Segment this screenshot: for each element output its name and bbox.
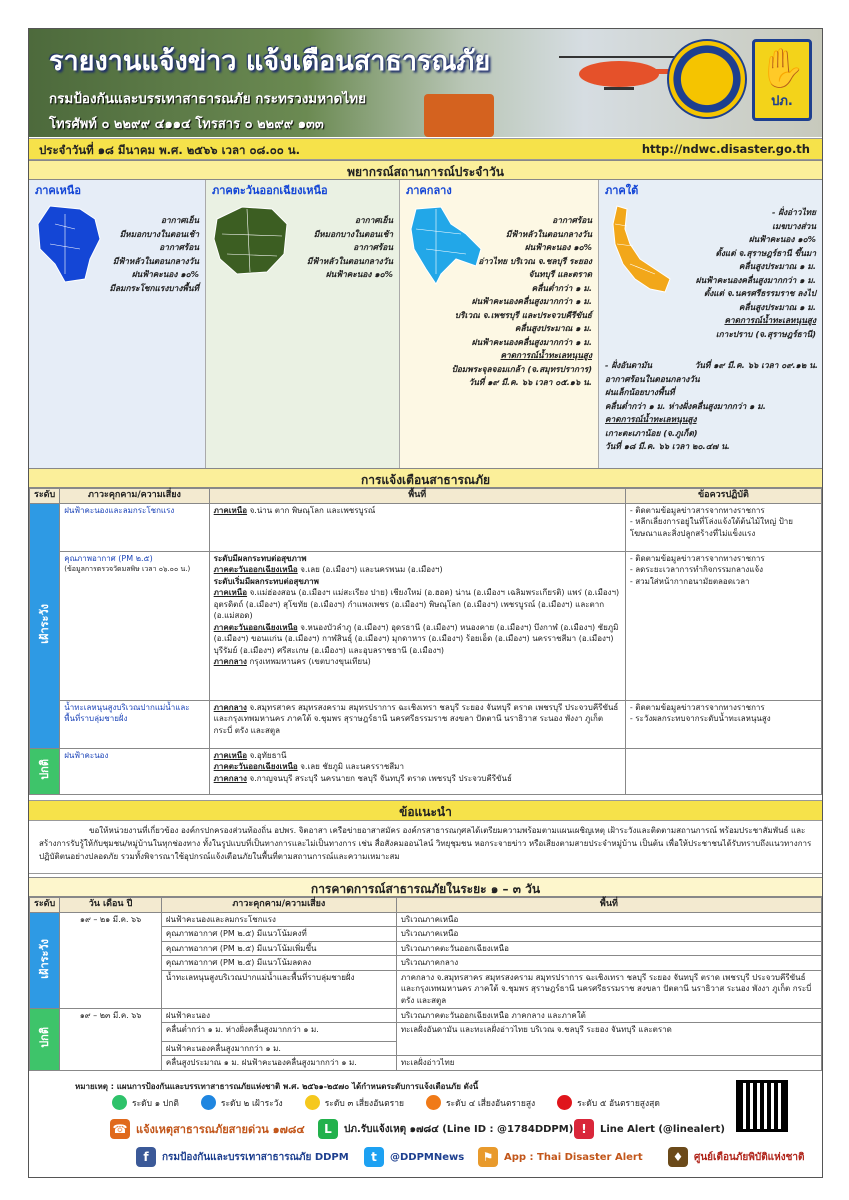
region-label: ภาคกลาง	[213, 702, 247, 712]
twitter-icon: t	[364, 1147, 384, 1167]
area-cell	[209, 700, 625, 748]
forecast-line: อากาศร้อนในตอนกลางวัน	[605, 373, 700, 384]
blue-dot-icon	[201, 1095, 216, 1110]
action-item: - ติดตามข้อมูลข่าวสารจากทางราชการ	[629, 505, 765, 515]
level-normal-cell	[30, 748, 60, 794]
table-header-row	[30, 489, 822, 504]
forecast-line: จันทบุรี และตราด	[528, 269, 592, 279]
level-label: ปกติ	[37, 1027, 51, 1049]
outlook-table	[29, 897, 822, 1071]
forecast-line: มีฟ้าหลัวในตอนกลางวัน	[306, 255, 393, 266]
area-text: จ.หนองบัวลำภู (อ.เมืองฯ) อุดรธานี (อ.เมืองฯ) หนองคาย (อ.เมืองฯ) บึงกาฬ (อ.เมืองฯ) ชัยภูมิ (อ.เมืองฯ) ขอนแก่น (อ.เมืองฯ) กาฬสินธุ์ (อ.เมืองฯ) มุกดาหาร (อ.เมืองฯ) ร้อยเอ็ด (อ.เมืองฯ) นครราชสีมา (อ.เมืองฯ) บุรีรัมย์ (อ.เมืองฯ) ศรีสะเกษ (อ.เมืองฯ) และอุบลราชธานี (อ.เมืองฯ)	[213, 622, 619, 655]
outlook-heading: การคาดการณ์สาธารณภัยในระยะ ๑ – ๓ วัน	[29, 877, 822, 897]
level-label: ปกติ	[37, 759, 51, 781]
area-text: ระดับมีผลกระทบต่อสุขภาพ	[213, 553, 307, 563]
legend-level-5	[557, 1095, 660, 1110]
actions-cell	[625, 551, 821, 700]
area-cell: ทะเลฝั่งอันดามัน และทะเลฝั่งอ่าวไทย บริเวณ จ.ชลบุรี ระยอง จันทบุรี และตราด	[396, 1023, 821, 1056]
forecast-line: - ฝั่งอ่าวไทย	[771, 207, 816, 217]
threat-cell: คลื่นต่ำกว่า ๑ ม. ห่างฝั่งคลื่นสูงมากกว่า ๑ ม.	[161, 1023, 396, 1042]
region-label: ภาคเหนือ	[213, 505, 248, 515]
green-dot-icon	[112, 1095, 127, 1110]
warning-table	[29, 488, 822, 795]
action-item: - หลีกเลี่ยงการอยู่ในที่โล่งแจ้งใต้ต้นไม้ใหญ่ ป้ายโฆษณาและสิ่งปลูกสร้างที่ไม่แข็งแรง	[629, 517, 793, 538]
ddpm-logo	[752, 39, 812, 121]
region-label: ภาคเหนือ	[213, 750, 248, 760]
threat-cell: คุณภาพอากาศ (PM ๒.๕) มีแนวโน้มลดลง	[161, 956, 396, 971]
threat-cell: ฝนฟ้าคะนอง	[161, 1008, 396, 1023]
forecast-line: ตั้งแต่ จ.สุราษฎร์ธานี ขึ้นมา	[715, 247, 816, 258]
forecast-line: คาดการณ์น้ำทะเลหนุนสูง	[500, 350, 592, 360]
area-text: จ.สมุทรสาคร สมุทรสงคราม สมุทรปราการ ฉะเชิงเทรา ชลบุรี ระยอง จันทบุรี ตราด เพชรบุรี ประจวบคีรีขันธ์ และกรุงเทพมหานคร ภาคใต้ จ.ชุมพร สุราษฎร์ธานี นครศรีธรรมราช สงขลา ปัตตานี นราธิวาส ระนอง พังงา ภูเก็ต กระบี่ ตรัง และสตูล	[213, 702, 619, 735]
ndwc-contact	[668, 1147, 805, 1167]
area-cell	[209, 503, 625, 551]
legend-note: หมายเหตุ : แผนการป้องกันและบรรเทาสาธารณภัยแห่งชาติ พ.ศ. ๒๕๖๑-๒๕๗๐ ได้กำหนดระดับการแจ้งเตือนภัย ดังนี้	[75, 1082, 479, 1091]
area-text: จ.แม่ฮ่องสอน (อ.เมืองฯ แม่สะเรียง ปาย) เชียงใหม่ (อ.ฮอด) น่าน (อ.เมืองฯ เฉลิมพระเกียรติ) แพร่ (อ.เมืองฯ) อุตรดิตถ์ (อ.เมืองฯ) สุโขทัย (อ.เมืองฯ) กำแพงเพชร (อ.เมืองฯ) พิษณุโลก (อ.เมืองฯ) เพชรบูรณ์ (อ.เมืองฯ) และตาก (อ.แม่สอด)	[213, 588, 620, 620]
forecast-line: ฝนฟ้าคะนองคลื่นสูงมากกว่า ๑ ม.	[471, 296, 592, 306]
forecast-line: เกาะตะเภาน้อย (จ.ภูเก็ต)	[605, 427, 698, 438]
area-text: จ.เลย ชัยภูมิ และนครราชสีมา	[297, 762, 404, 771]
facebook-contact[interactable]	[136, 1147, 349, 1167]
forecast-line: คาดการณ์น้ำทะเลหนุนสูง	[724, 315, 816, 325]
website-link[interactable]: http://ndwc.disaster.go.th	[641, 142, 810, 156]
region-name: ภาคกลาง	[406, 184, 452, 197]
threat-cell: ฝนฟ้าคะนอง	[60, 748, 209, 794]
region-south-panel	[599, 180, 822, 468]
forecast-line: คาดการณ์น้ำทะเลหนุนสูง	[605, 414, 697, 424]
forecast-line: คลื่นสูงประมาณ ๑ ม.	[514, 323, 592, 333]
app-contact[interactable]	[478, 1147, 643, 1167]
level-watch-cell	[30, 503, 60, 748]
qr-code[interactable]	[736, 1080, 788, 1132]
north-map-icon	[35, 204, 105, 284]
forecast-line: เกาะปราบ (จ.สุราษฎร์ธานี)	[715, 328, 816, 339]
facebook-icon: f	[136, 1147, 156, 1167]
forecast-line: ฝนฟ้าคะนอง ๑๐%	[748, 234, 816, 244]
report-title: รายงานแจ้งข่าว แจ้งเตือนสาธารณภัย	[49, 46, 491, 77]
threat-cell: คุณภาพอากาศ (PM ๒.๕) มีแนวโน้มคงที่	[161, 927, 396, 942]
forecast-line: อากาศร้อน	[552, 215, 592, 225]
level-watch-cell	[30, 912, 60, 1008]
area-text: จ.กาญจนบุรี สระบุรี นครนายก ชลบุรี จันทบุรี ตราด เพชรบุรี ประจวบคีรีขันธ์	[246, 773, 512, 783]
forecast-line: เมฆบางส่วน	[772, 220, 816, 231]
yellow-dot-icon	[305, 1095, 320, 1110]
hand-icon: ✋	[758, 46, 806, 90]
action-item: - ติดตามข้อมูลข่าวสารจากทางราชการ	[629, 702, 765, 712]
threat-cell	[60, 551, 209, 700]
date-cell: ๑๙ – ๒๓ มี.ค. ๖๖	[60, 1008, 162, 1070]
legend-level-2	[201, 1095, 283, 1110]
forecast-line: อากาศเย็น	[161, 215, 199, 225]
area-cell: บริเวณภาคเหนือ	[396, 927, 821, 942]
forecast-line: ป้อมพระจุลจอมเกล้า (จ.สมุทรปราการ)	[451, 363, 592, 374]
warning-heading: การแจ้งเตือนสาธารณภัย	[29, 468, 822, 488]
forecast-line: วันที่ ๑๘ มี.ค. ๖๖ เวลา ๒๐.๔๗ น.	[605, 441, 730, 451]
interior-ministry-seal	[667, 39, 747, 119]
area-text: จ.น่าน ตาก พิษณุโลก และเพชรบูรณ์	[247, 505, 376, 515]
northeast-forecast-text	[307, 214, 393, 282]
region-label: ภาคเหนือ	[213, 588, 248, 597]
table-row	[30, 551, 822, 700]
forecast-line: คลื่นสูงประมาณ ๑ ม.	[738, 301, 816, 312]
legend-label: ระดับ ๔ เสี่ยงอันตรายสูง	[445, 1098, 536, 1109]
contact-text: Line Alert (@linealert)	[600, 1123, 725, 1135]
actions-cell	[625, 503, 821, 551]
forecast-line: ฝนฟ้าคะนอง ๑๐%	[131, 269, 199, 279]
forecast-line: อ่าวไทย บริเวณ จ.ชลบุรี ระยอง	[478, 255, 592, 266]
contact-text: แจ้งเหตุสาธารณภัยสายด่วน ๑๗๘๔	[136, 1123, 305, 1136]
actions-cell	[625, 748, 821, 794]
date-cell: ๑๙ – ๒๑ มี.ค. ๖๖	[60, 912, 162, 1008]
area-cell	[209, 551, 625, 700]
contact-text: ปภ.รับแจ้งเหตุ ๑๗๘๔ (Line ID : @1784DDPM)	[344, 1123, 574, 1135]
hotline-contact[interactable]	[110, 1119, 305, 1139]
table-header-row	[30, 898, 822, 913]
legend-levels	[112, 1095, 682, 1110]
forecast-line: มีลมกระโชกแรงบางพื้นที่	[109, 282, 199, 293]
line-icon: L	[318, 1119, 338, 1139]
table-row	[30, 700, 822, 748]
ndwc-emblem-icon: ♦	[668, 1147, 688, 1167]
contact-phone: โทรศัพท์ ๐ ๒๒๙๙ ๔๑๑๔ โทรสาร ๐ ๒๒๙๙ ๑๓๓	[49, 117, 324, 132]
column-header: พื้นที่	[209, 489, 625, 504]
level-normal-cell	[30, 1008, 60, 1070]
area-text: กรุงเทพมหานคร (เขตบางขุนเทียน)	[246, 657, 371, 666]
app-icon: ⚑	[478, 1147, 498, 1167]
forecast-line: ฝนเล็กน้อยบางพื้นที่	[605, 387, 675, 397]
table-row	[30, 1008, 822, 1023]
region-label: ภาคกลาง	[213, 657, 247, 666]
forecast-line: วันที่ ๑๙ มี.ค. ๖๖ เวลา ๐๙.๑๒ น.	[694, 360, 818, 370]
phone-icon: ☎	[110, 1119, 130, 1139]
advice-text: ขอให้หน่วยงานที่เกี่ยวข้อง องค์กรปกครองส่วนท้องถิ่น อปพร. จิตอาสา เครือข่ายอาสาสมัคร องค์กรสาธารณกุศลได้เตรียมความพร้อมตามแผนเผชิญเหตุ เฝ้าระวังและติดตามสถานการณ์ พร้อมประชาสัมพันธ์ และสร้างการรับรู้ให้กับชุมชน/หมู่บ้านในทุกช่องทาง ทั้งในรูปแบบที่เป็นทางการและไม่เป็นทางการ เช่น สื่อสังคมออนไลน์ วิทยุชุมชน หอกระจายข่าว หรือเสียงตามสายประจำหมู่บ้าน เป็นต้น เพื่อให้ประชาชนได้รับทราบถึงแนวทางการปฏิบัติตนอย่างปลอดภัย รวมทั้งพิจารณาใช้อุปกรณ์แจ้งเตือนภัยในพื้นที่ตามสถานการณ์และความเหมาะสม	[39, 826, 812, 861]
advice-heading: ข้อแนะนำ	[29, 801, 822, 821]
region-northeast-panel	[206, 180, 400, 468]
fire-truck-image	[424, 94, 494, 137]
south-map-icon	[605, 204, 675, 294]
area-cell: บริเวณภาคกลาง	[396, 956, 821, 971]
south-andaman-forecast-text	[605, 359, 818, 454]
table-row	[30, 912, 822, 927]
alert-icon: !	[574, 1119, 594, 1139]
area-cell: บริเวณภาคตะวันออกเฉียงเหนือ	[396, 941, 821, 956]
central-forecast-text	[452, 214, 592, 390]
forecast-line: อากาศเย็น	[355, 215, 393, 225]
threat-cell: ฝนฟ้าคะนองและลมกระโชกแรง	[161, 912, 396, 927]
region-label: ภาคตะวันออกเฉียงเหนือ	[213, 565, 298, 574]
region-label: ภาคกลาง	[213, 773, 247, 783]
threat-cell: คุณภาพอากาศ (PM ๒.๕) มีแนวโน้มเพิ่มขึ้น	[161, 941, 396, 956]
forecast-line: คลื่นต่ำกว่า ๑ ม. ห่างฝั่งคลื่นสูงมากกว่า ๑ ม.	[605, 400, 766, 411]
forecast-line: ฝนฟ้าคะนองคลื่นสูงมากกว่า ๑ ม.	[695, 274, 816, 285]
level-label: เฝ้าระวัง	[37, 604, 51, 645]
legend-label: ระดับ ๑ ปกติ	[132, 1098, 179, 1109]
report-date: ประจำวันที่ ๑๘ มีนาคม พ.ศ. ๒๕๖๖ เวลา ๐๘.๐๐ น.	[39, 143, 301, 157]
threat-cell: ฝนฟ้าคะนองคลื่นสูงมากกว่า ๑ ม.	[161, 1041, 396, 1056]
area-text: จ.อุทัยธานี	[247, 750, 287, 760]
orange-dot-icon	[426, 1095, 441, 1110]
forecast-line: ฝนฟ้าคะนองคลื่นสูงมากกว่า ๑ ม.	[471, 336, 592, 347]
region-north-panel	[29, 180, 206, 468]
threat-cell: น้ำทะเลหนุนสูงบริเวณปากแม่น้ำและพื้นที่ราบลุ่มชายฝั่ง	[60, 700, 209, 748]
contact-text: App : Thai Disaster Alert	[504, 1151, 643, 1163]
legend-label: ระดับ ๒ เฝ้าระวัง	[220, 1098, 283, 1109]
column-header: ข้อควรปฏิบัติ	[625, 489, 821, 504]
actions-cell	[625, 700, 821, 748]
forecast-line: วันที่ ๑๙ มี.ค. ๖๖ เวลา ๐๕.๑๖ น.	[468, 377, 592, 387]
threat-cell: ฝนฟ้าคะนองและลมกระโชกแรง	[60, 503, 209, 551]
north-forecast-text	[109, 214, 199, 295]
action-item: - ติดตามข้อมูลข่าวสารจากทางราชการ	[629, 553, 765, 563]
column-header: ระดับ	[30, 489, 60, 504]
legend-label: ระดับ ๕ อันตรายสูงสุด	[577, 1098, 660, 1109]
forecast-line: อากาศร้อน	[159, 242, 199, 252]
red-dot-icon	[557, 1095, 572, 1110]
forecast-line: ตั้งแต่ จ.นครศรีธรรมราช ลงไป	[703, 288, 816, 298]
advice-section	[29, 800, 822, 874]
table-row	[30, 503, 822, 551]
column-header: ภาวะคุกคาม/ความเสี่ยง	[60, 489, 209, 504]
threat-text: คุณภาพอากาศ (PM ๒.๕)	[64, 553, 153, 563]
region-name: ภาคตะวันออกเฉียงเหนือ	[212, 184, 328, 197]
area-cell: บริเวณภาคเหนือ	[396, 912, 821, 927]
column-header: วัน เดือน ปี	[60, 898, 162, 913]
date-bar	[29, 138, 822, 160]
action-item: - ลดระยะเวลาการทำกิจกรรมกลางแจ้ง	[629, 565, 764, 574]
contact-text: @DDPMNews	[390, 1151, 465, 1163]
legend-level-3	[305, 1095, 404, 1110]
legend-label: ระดับ ๓ เสี่ยงอันตราย	[324, 1098, 404, 1109]
forecast-line: บริเวณ จ.เพชรบุรี และประจวบคีรีขันธ์	[454, 309, 592, 320]
department-name: กรมป้องกันและบรรเทาสาธารณภัย กระทรวงมหาดไทย	[49, 91, 367, 107]
region-name: ภาคเหนือ	[35, 184, 81, 197]
forecast-line: - ฝั่งอันดามัน	[605, 360, 653, 370]
forecast-heading: พยากรณ์สถานการณ์ประจำวัน	[29, 160, 822, 180]
forecast-line: มีหมอกบางในตอนเช้า	[313, 228, 393, 239]
region-central-panel	[400, 180, 599, 468]
area-cell: ภาคกลาง จ.สมุทรสาคร สมุทรสงคราม สมุทรปราการ ฉะเชิงเทรา ชลบุรี ระยอง จันทบุรี ตราด เพชรบุรี ประจวบคีรีขันธ์ และกรุงเทพมหานคร ภาคใต้ จ.ชุมพร สุราษฎร์ธานี นครศรีธรรมราช สงขลา ปัตตานี นราธิวาส ระนอง พังงา ภูเก็ต กระบี่ ตรัง และสตูล	[396, 970, 821, 1008]
logo-text: ปภ.	[771, 94, 793, 109]
northeast-map-icon	[212, 204, 292, 276]
action-item: - ระวังผลกระทบจากระดับน้ำทะเลหนุนสูง	[629, 714, 771, 723]
south-gulf-forecast-text	[696, 206, 816, 341]
legend-level-1	[112, 1095, 179, 1110]
column-header: ระดับ	[30, 898, 60, 913]
threat-cell: คลื่นสูงประมาณ ๑ ม. ฝนฟ้าคะนองคลื่นสูงมากกว่า ๑ ม.	[161, 1056, 396, 1071]
region-label: ภาคตะวันออกเฉียงเหนือ	[213, 762, 298, 771]
area-cell: บริเวณภาคตะวันออกเฉียงเหนือ ภาคกลาง และภาคใต้	[396, 1008, 821, 1023]
level-label: เฝ้าระวัง	[37, 938, 51, 979]
threat-note: (ข้อมูลการตรวจวัดมลพิษ เวลา ๐๖.๐๐ น.)	[64, 565, 191, 573]
forecast-line: ฝนฟ้าคะนอง ๑๐%	[524, 242, 592, 252]
contact-text: กรมป้องกันและบรรเทาสาธารณภัย DDPM	[162, 1151, 349, 1163]
region-label: ภาคตะวันออกเฉียงเหนือ	[213, 622, 298, 632]
contact-text: ศูนย์เตือนภัยพิบัติแห่งชาติ	[694, 1151, 805, 1163]
threat-cell: น้ำทะเลหนุนสูงบริเวณปากแม่น้ำและพื้นที่ราบลุ่มชายฝั่ง	[161, 970, 396, 1008]
area-text: ระดับเริ่มมีผลกระทบต่อสุขภาพ	[213, 576, 319, 586]
line-alert-contact[interactable]	[574, 1119, 725, 1139]
forecast-line: คลื่นต่ำกว่า ๑ ม.	[531, 282, 592, 293]
forecast-line: มีฟ้าหลัวในตอนกลางวัน	[112, 255, 199, 266]
legend-level-4	[426, 1095, 535, 1110]
line-contact[interactable]	[318, 1119, 573, 1139]
forecast-line: คลื่นสูงประมาณ ๑ ม.	[738, 261, 816, 271]
area-cell: ทะเลฝั่งอ่าวไทย	[396, 1056, 821, 1071]
forecast-line: อากาศร้อน	[353, 242, 393, 252]
area-text: จ.เลย (อ.เมืองฯ) และนครพนม (อ.เมืองฯ)	[297, 565, 443, 574]
area-cell	[209, 748, 625, 794]
column-header: ภาวะคุกคาม/ความเสี่ยง	[161, 898, 396, 913]
column-header: พื้นที่	[396, 898, 821, 913]
action-item: - สวมใส่หน้ากากอนามัยตลอดเวลา	[629, 576, 750, 586]
twitter-contact[interactable]	[364, 1147, 464, 1167]
forecast-line: มีฟ้าหลัวในตอนกลางวัน	[505, 228, 592, 239]
forecast-line: ฝนฟ้าคะนอง ๑๐%	[325, 269, 393, 279]
table-row	[30, 748, 822, 794]
forecast-line: มีหมอกบางในตอนเช้า	[119, 228, 199, 239]
region-name: ภาคใต้	[605, 184, 639, 197]
